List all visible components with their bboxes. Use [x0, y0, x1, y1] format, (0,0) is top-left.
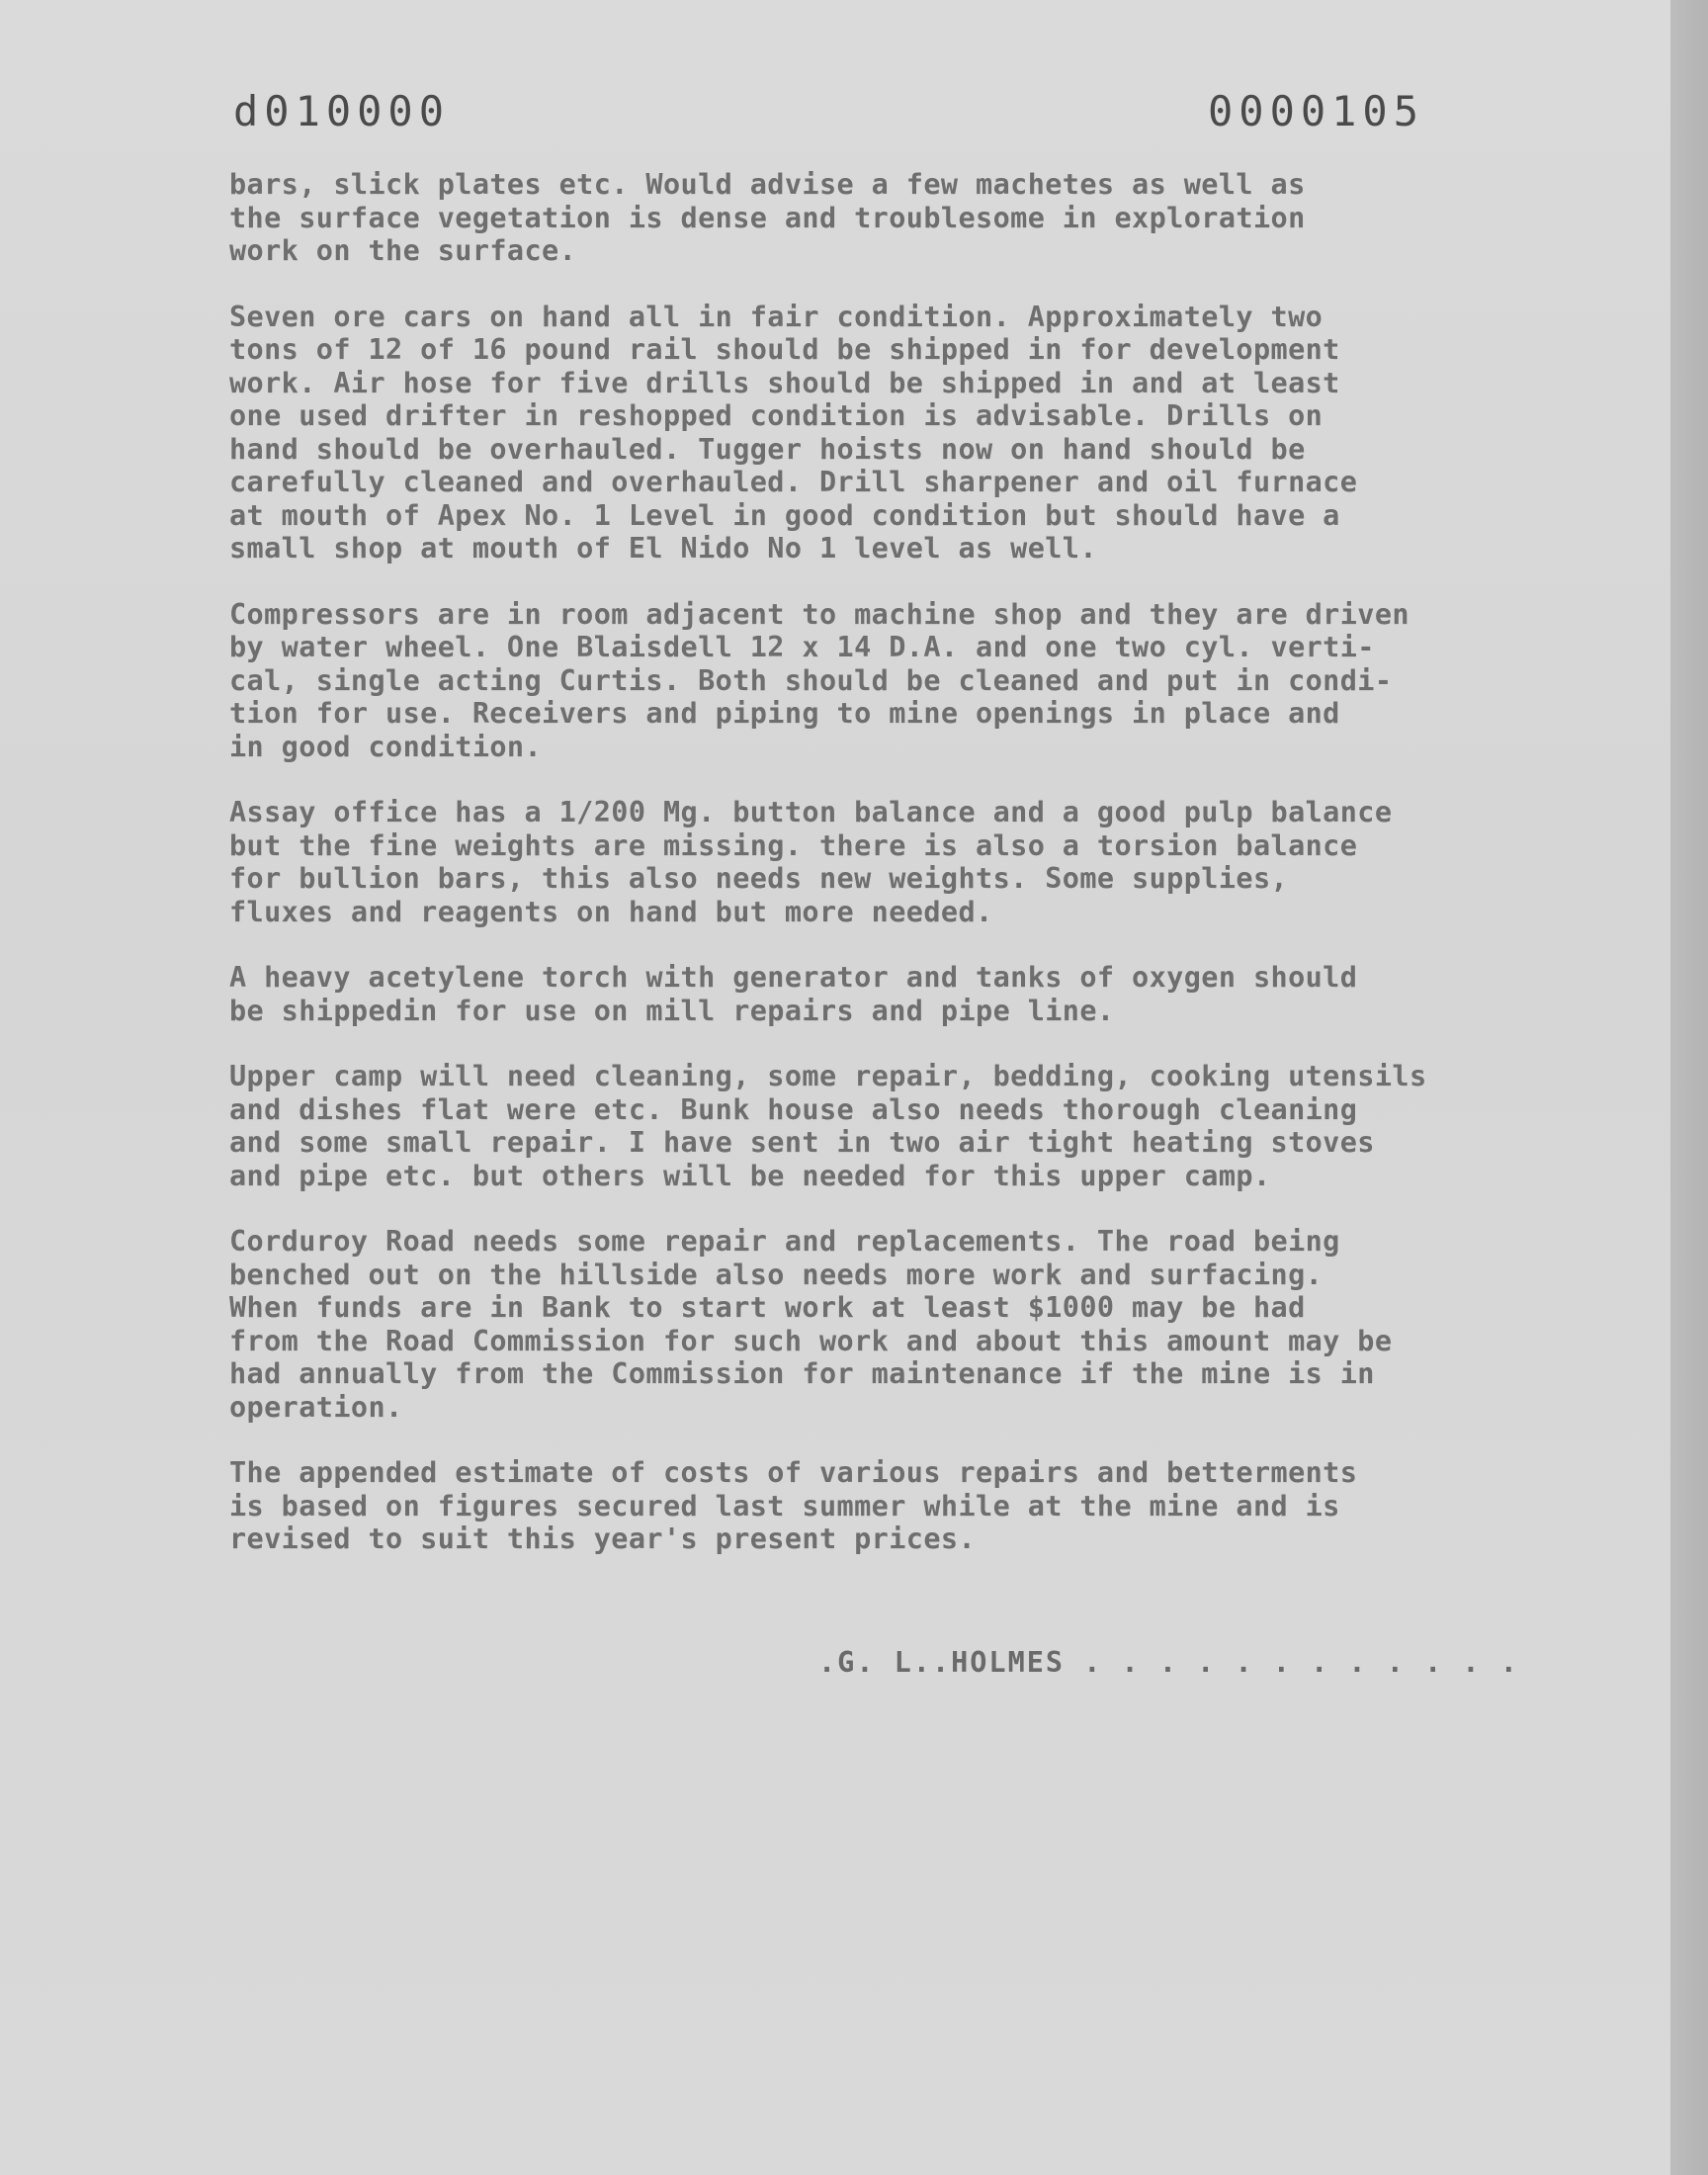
- paragraph-upper-camp: Upper camp will need cleaning, some repair, bedding, cooking utensils and dishes flat were etc. Bunk house also needs thorough cleaning and some small repair. I have sent in two air tight heating stoves and pipe etc. but others will be needed for this upper camp.: [229, 1060, 1427, 1192]
- page-number-stamp: 0000105: [1208, 87, 1425, 135]
- paragraph-acetylene-torch: A heavy acetylene torch with generator and tanks of oxygen should be shippedin for use on mill repairs and pipe line.: [229, 961, 1358, 1027]
- paragraph-assay-office: Assay office has a 1/200 Mg. button balance and a good pulp balance but the fine weights are missing. there is also a torsion balance for bullion bars, this also needs new weights. Some supplies, fluxes and reagents on hand but more needed.: [229, 796, 1393, 928]
- paragraph-corduroy-road: Corduroy Road needs some repair and replacements. The road being benched out on the hillside also needs more work and surfacing. When funds are in Bank to start work at least $1000 may be had from the Road Commission for such work and about this amount may be had annually from the Commission for maintenance if the mine is in operation.: [229, 1225, 1393, 1424]
- scan-edge: [1670, 0, 1708, 2175]
- paragraph-tools: bars, slick plates etc. Would advise a few machetes as well as the surface vegetation is dense and troublesome in exploration work on the surface.: [229, 168, 1306, 267]
- paragraph-compressors: Compressors are in room adjacent to machine shop and they are driven by water wheel. One Blaisdell 12 x 14 D.A. and one two cyl. verti- cal, single acting Curtis. Both should be cleaned and put in condi- tion for use. Receivers and piping to mine openings in place and in good condition.: [229, 597, 1409, 763]
- paragraph-ore-cars: Seven ore cars on hand all in fair condition. Approximately two tons of 12 of 16 pound rail should be shipped in for development work. Air hose for five drills should be shipped in and at least one used drifter in reshopped condition is advisable. Drills on hand should be overhauled. Tugger hoists now on hand should be carefully cleaned and overhauled. Drill sharpener and oil furnace at mouth of Apex No. 1 Level in good condition but should have a small shop at mouth of El Nido No 1 level as well.: [229, 300, 1358, 565]
- signature-line: .G. L..HOLMES . . . . . . . . . . . .: [818, 1646, 1519, 1679]
- document-code-left: d010000: [233, 87, 451, 135]
- paragraph-estimate: The appended estimate of costs of various repairs and betterments is based on figures secured last summer while at the mine and is revised to suit this year's present prices.: [229, 1456, 1358, 1555]
- letter-body: [229, 168, 1613, 1589]
